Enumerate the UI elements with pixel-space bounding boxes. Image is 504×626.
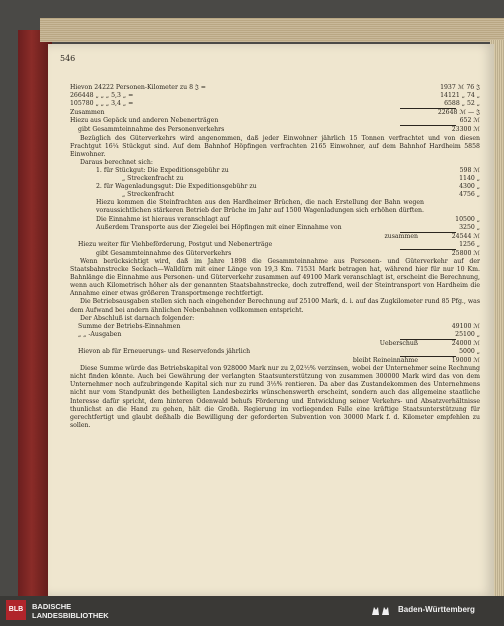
page-number: 546	[60, 54, 76, 63]
amount-value: 22648 ℳ — 𝔍	[437, 109, 480, 117]
row-label: 1. für Stückgut: Die Expeditionsgebühr zu	[96, 166, 229, 174]
amount-value: 23300 ℳ	[451, 126, 480, 134]
paragraph: Der Abschluß ist darnach folgender:	[80, 314, 195, 322]
ledger-row	[70, 224, 480, 232]
ledger-row	[70, 167, 480, 175]
ledger-row	[70, 241, 480, 249]
book-cover-edge	[18, 30, 52, 596]
amount-value: 5000 „	[459, 348, 480, 355]
ledger-row	[70, 357, 480, 365]
ledger-row	[70, 117, 480, 125]
ledger-row	[70, 100, 480, 108]
row-label: Ueberschuß	[379, 339, 418, 347]
ledger-row	[70, 175, 480, 183]
bw-label[interactable]: Baden-Württemberg	[398, 605, 475, 614]
row-label: zusammen	[384, 232, 418, 240]
ledger-row	[70, 233, 480, 241]
ledger-row	[70, 331, 480, 339]
ledger-row	[70, 84, 480, 92]
amount-value: 19000 ℳ	[451, 357, 480, 365]
book-page-edges-top	[40, 18, 504, 42]
amount-value: 4300 „	[459, 183, 480, 191]
ledger-row	[70, 126, 480, 134]
ledger-row	[70, 183, 480, 191]
row-label: Hievon ab für Erneuerungs- und Reservefonds jährlich	[78, 348, 251, 355]
amount-value: 24000 ℳ	[451, 339, 480, 347]
ledger-row	[70, 92, 480, 100]
ledger-row	[70, 109, 480, 117]
ledger-row	[70, 340, 480, 348]
row-label: Summe der Betriebs-Einnahmen	[78, 322, 181, 330]
row-label: 2. für Wagenladungsgut: Die Expeditionsgebühr zu	[96, 183, 257, 191]
amount-value: 10500 „	[455, 215, 480, 223]
ledger-row	[70, 348, 480, 356]
ledger-row	[70, 250, 480, 258]
row-label: 266448 „ „ „ 5,3 „ =	[70, 92, 134, 100]
blb-name-line2: LANDESBIBLIOTHEK	[32, 611, 109, 620]
amount-value: 1140 „	[459, 175, 480, 183]
blb-logo-icon[interactable]: BLB	[6, 600, 26, 620]
row-label: „ Streckenfracht zu	[122, 175, 184, 183]
row-label: „ „ -Ausgaben	[78, 330, 122, 338]
book-page	[48, 44, 494, 596]
row-label: Hievon 24222 Personen-Kilometer zu 8 𝔍 =	[70, 84, 206, 91]
footer-bar	[0, 596, 504, 626]
page-text	[70, 84, 480, 430]
row-label: 105780 „ „ „ 3,4 „ =	[70, 100, 134, 108]
amount-value: 25100 „	[455, 330, 480, 338]
row-label: Zusammen	[70, 109, 105, 117]
baden-wuerttemberg-lions-icon	[370, 604, 392, 618]
amount-value: 652 ℳ	[459, 117, 480, 125]
amount-value: 1937 ℳ 76 𝔍	[440, 84, 480, 91]
row-label: bleibt Reineinnahme	[352, 357, 418, 365]
paragraph: Daraus berechnet sich:	[80, 158, 153, 166]
blb-name[interactable]	[32, 602, 109, 620]
amount-value: 24544 ℳ	[451, 232, 480, 240]
row-label: „ Streckenfracht	[122, 191, 175, 199]
amount-value: 3250 „	[459, 223, 480, 231]
row-label: gibt Gesammteinnahme des Personenverkehrs	[78, 126, 225, 134]
paragraph-with-value	[70, 199, 480, 223]
row-label: Hiezu weiter für Viehbeförderung, Postgut und Nebenerträge	[78, 240, 273, 248]
row-label: Hiezu aus Gepäck und anderen Nebenerträgen	[70, 117, 219, 125]
paragraph: Wenn berücksichtigt wird, daß im Jahre 1898 die Gesammteinnahme aus Personen- und Güterverkehr auf der Staatsbahnstrecke Seckach—Walldürn mit einer Länge von 19,3 Km. 71531 Mark betragen hat, während hier für nur 10 Km. Bahnlänge die Einnahme aus Personen- und Güterverkehr zusammen auf 49100 Mark veranschlagt ist, erscheint die Berechnung, wenn auch Kilometrisch höher als der genannten Staatsbahnstrecke, doch zutreffend, weil der Steintransport von Hardheim die Annahme einer etwas größeren Transportmenge rechtfertigt.	[70, 257, 480, 298]
amount-value: 14121 „ 74 „	[440, 92, 480, 100]
amount-value: 598 ℳ	[459, 166, 480, 174]
amount-value: 49100 ℳ	[451, 322, 480, 330]
paragraph: Diese Summe würde das Betriebskapital von 928000 Mark nur zu 2,02½% verzinsen, wobei der Unternehmer seine Rechnung nicht finden könnte. Auch bei Gewährung der verlangten Staatsunterstützung von zusammen 300000 Mark wird das von dem Unternehmer noch aufzubringende Kapital sich nur zu rund 3⅓% rentieren. Da aber das Zustandekommen des Unternehmens nicht nur vom Standpunkt des betheiligten Landesbezirks wünschenswerth erscheint, sondern auch das allgemeine staatliche Interesse dafür spricht, dem hinteren Odenwald behufs Förderung und Entwicklung seiner Verkehrs- und Absatzverhältnisse thunlichst an die Hand zu gehen, hält die Großh. Regierung im vorliegenden Falle eine kräftige Staatsunterstützung für gerechtfertigt und glaubt deßhalb die Bewilligung der geforderten Subvention von 30000 Mark f. d. Kilometer empfehlen zu sollen.	[70, 365, 480, 429]
amount-value: 25800 ℳ	[451, 249, 480, 257]
row-label: Außerdem Transporte aus der Ziegelei bei Höpfingen mit einer Einnahme von	[96, 223, 342, 231]
ledger-row	[70, 323, 480, 331]
amount-value: 4756 „	[459, 191, 480, 199]
blb-name-line1: BADISCHE	[32, 602, 72, 611]
paragraph: Bezüglich des Güterverkehrs wird angenommen, daß jeder Einwohner jährlich 15 Tonnen verfrachtet und von diesen Frachtgut 16¼ Stückgut sind. Auf dem Bahnhof Höpfingen verfrachten 2165 Einwohner, auf dem Bahnhof Hardheim 5858 Einwohner.	[70, 134, 480, 158]
paragraph: Die Betriebsausgaben stellen sich nach eingehender Berechnung auf 25100 Mark, d. i. auf das Zugkilometer rund 85 Pfg., was dem Aufwand bei andern ähnlichen Nebenbahnen vollkommen entspricht.	[70, 298, 480, 314]
row-label: gibt Gesammteinnahme des Güterverkehrs	[96, 249, 232, 257]
paragraph: Hiezu kommen die Steinfrachten aus den Hardheimer Brüchen, die nach Erstellung der Bahn wegen voraussichtlichen stärkeren Betrieb der Brüche im Jahr auf 1500 Wagenladungen sich erhöhen dürften. Die Einnahme ist hieraus veranschlagt auf	[96, 199, 424, 223]
amount-value: 1256 „	[459, 240, 480, 248]
amount-value: 6588 „ 52 „	[444, 100, 480, 108]
ledger-row	[70, 191, 480, 199]
